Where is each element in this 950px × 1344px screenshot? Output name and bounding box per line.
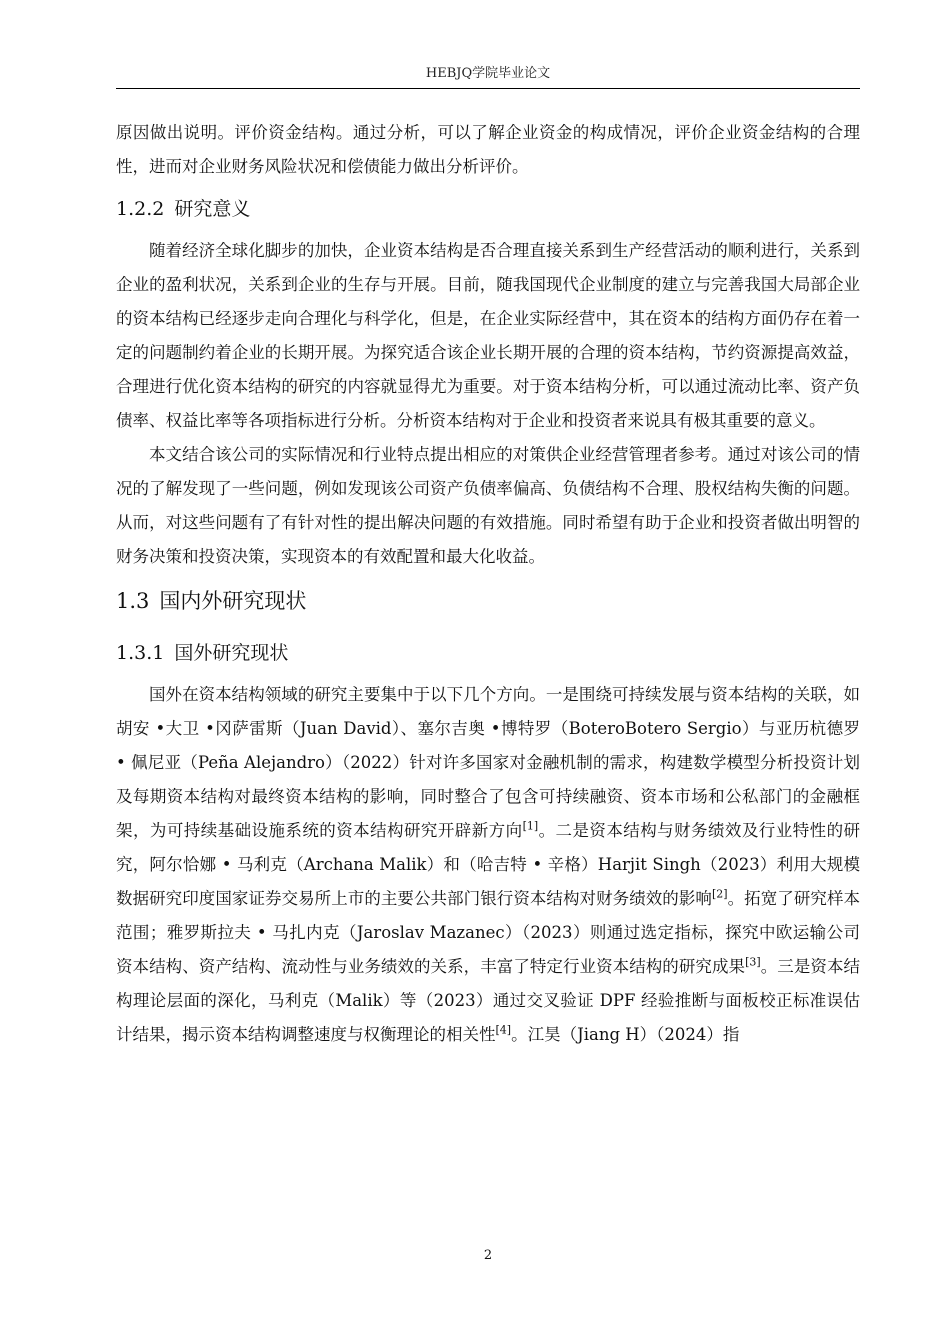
text-segment: 国外在资本结构领域的研究主要集中于以下几个方向。一是围绕可持续发展与资本结构的关联，如胡安 •大卫 •冈萨雷斯（Juan David）、塞尔吉奥 •博特罗（BoteroBotero Sergio）与亚历杭德罗 • 佩尼亚（Peña Alejandro）（2022）针对许多国家对金融机制的需求，构建数学模型分析投资计划及每期资本结构对最终资本结构的影响，同时整合了包含可持续融资、资本市场和公私部门的金融框架，为可持续基础设施系统的资本结构研究开辟新方向 [116,685,860,840]
text-segment: 。拓宽了研究样本范围；雅罗斯拉夫 • 马扎内克（Jaroslav Mazanec）（2023）则通过选定指标，探究中欧运输公司资本结构、资产结构、流动性与业务绩效的关系，丰富了特定行业资本结构的研究成果 [116,889,860,976]
paragraph-foreign-research [116,678,860,1052]
section-number: 1.2.2 [116,198,165,220]
header-rule [116,88,860,89]
section-heading-1-3 [116,574,860,628]
section-heading-1-3-1 [116,628,860,678]
page-body [116,116,860,1052]
section-title: 国外研究现状 [174,642,289,664]
section-title: 研究意义 [174,198,251,220]
paragraph-research-significance-2: 本文结合该公司的实际情况和行业特点提出相应的对策供企业经营管理者参考。通过对该公司的情况的了解发现了一些问题，例如发现该公司资产负债率偏高、负债结构不合理、股权结构失衡的问题。从而，对这些问题有了有针对性的提出解决问题的有效措施。同时希望有助于企业和投资者做出明智的财务决策和投资决策，实现资本的有效配置和最大化收益。 [116,445,860,566]
citation-ref-1: [1] [522,819,539,833]
text-segment: 。三是资本结构理论层面的深化，马利克（Malik）等（2023）通过交叉验证 DPF 经验推断与面板校正标准误估计结果，揭示资本结构调整速度与权衡理论的相关性 [116,957,860,1044]
paragraph-continuation: 原因做出说明。评价资金结构。通过分析，可以了解企业资金的构成情况，评价企业资金结构的合理性，进而对企业财务风险状况和偿债能力做出分析评价。 [116,123,860,176]
section-number: 1.3.1 [116,642,165,664]
text-segment: 。江昊（Jiang H）（2024）指 [511,1025,740,1044]
page-number: 2 [483,1248,493,1263]
citation-ref-2: [2] [711,887,728,901]
citation-ref-4: [4] [495,1023,512,1037]
running-header: HEBJQ学院毕业论文 [425,66,551,81]
text-segment: 。二是资本结构与财务绩效及行业特性的研究，阿尔恰娜 • 马利克（Archana Malik）和（哈吉特 • 辛格）Harjit Singh（2023）利用大规模数据研究印度国家证券交易所上市的主要公共部门银行资本结构对财务绩效的影响 [116,821,861,908]
section-heading-1-2-2 [116,184,860,234]
citation-ref-3: [3] [745,955,761,969]
section-number: 1.3 [116,589,150,613]
section-title: 国内外研究现状 [159,589,307,613]
paragraph-research-significance-1: 随着经济全球化脚步的加快，企业资本结构是否合理直接关系到生产经营活动的顺利进行，关系到企业的盈利状况，关系到企业的生存与开展。目前，随我国现代企业制度的建立与完善我国大局部企业的资本结构已经逐步走向合理化与科学化，但是，在企业实际经营中，其在资本的结构方面仍存在着一定的问题制约着企业的长期开展。为探究适合该企业长期开展的合理的资本结构，节约资源提高效益，合理进行优化资本结构的研究的内容就显得尤为重要。对于资本结构分析，可以通过流动比率、资产负债率、权益比率等各项指标进行分析。分析资本结构对于企业和投资者来说具有极其重要的意义。 [116,241,860,430]
